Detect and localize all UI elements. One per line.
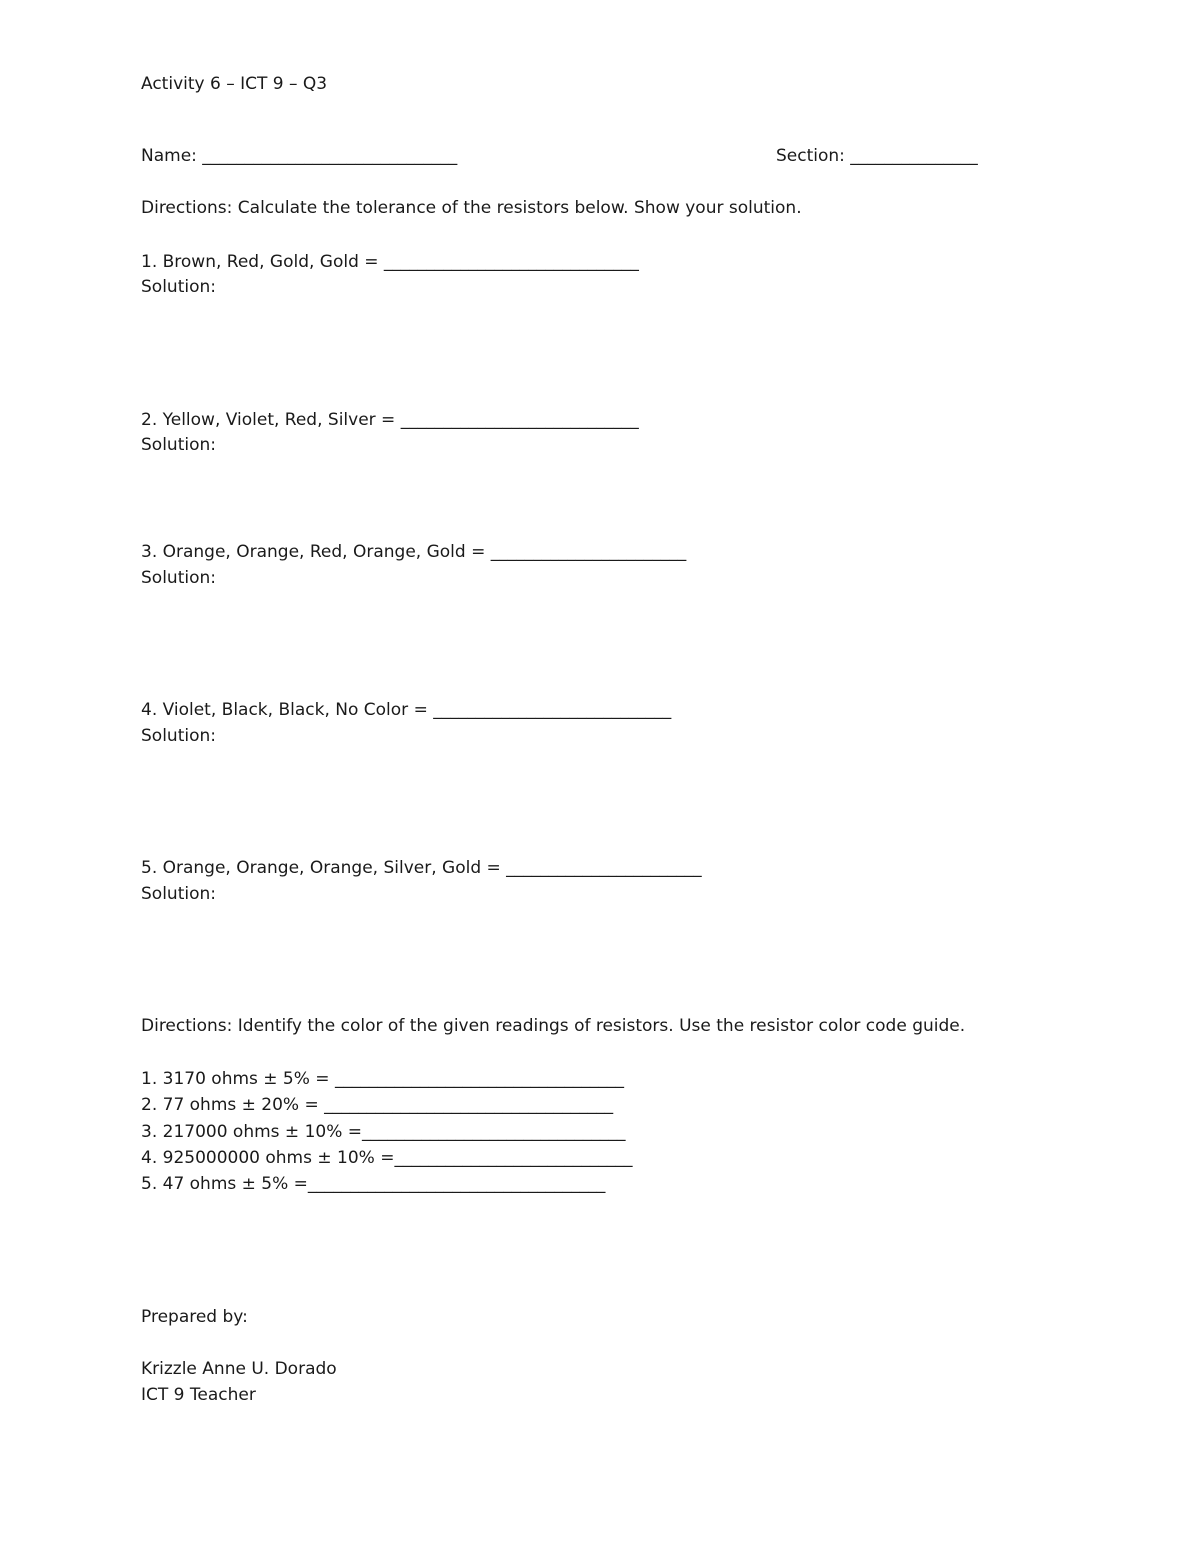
part1-solution-label-2: Solution:	[141, 435, 216, 455]
part2-directions: Directions: Identify the color of the given readings of resistors. Use the resistor color code guide.	[141, 1016, 966, 1036]
name-field: Name: ______________________________	[141, 146, 458, 166]
section-field: Section: _______________	[776, 146, 978, 166]
part2-item-4: 4. 925000000 ohms ± 10% =____________________________	[141, 1148, 633, 1168]
part2-item-2: 2. 77 ohms ± 20% = __________________________________	[141, 1095, 614, 1115]
part1-question-5: 5. Orange, Orange, Orange, Silver, Gold = _______________________	[141, 858, 702, 878]
teacher-role: ICT 9 Teacher	[141, 1385, 256, 1405]
part1-solution-label-1: Solution:	[141, 277, 216, 297]
part1-directions: Directions: Calculate the tolerance of the resistors below. Show your solution.	[141, 198, 802, 218]
part1-solution-label-3: Solution:	[141, 568, 216, 588]
part1-question-3: 3. Orange, Orange, Red, Orange, Gold = _______________________	[141, 542, 687, 562]
part1-question-1: 1. Brown, Red, Gold, Gold = ______________________________	[141, 252, 639, 272]
part1-question-4: 4. Violet, Black, Black, No Color = ____________________________	[141, 700, 672, 720]
teacher-name: Krizzle Anne U. Dorado	[141, 1359, 337, 1379]
part1-question-2: 2. Yellow, Violet, Red, Silver = ____________________________	[141, 410, 639, 430]
part2-item-5: 5. 47 ohms ± 5% =___________________________________	[141, 1174, 606, 1194]
document-title: Activity 6 – ICT 9 – Q3	[141, 74, 328, 94]
part2-item-3: 3. 217000 ohms ± 10% =_______________________________	[141, 1122, 626, 1142]
part1-solution-label-4: Solution:	[141, 726, 216, 746]
part2-item-1: 1. 3170 ohms ± 5% = __________________________________	[141, 1069, 624, 1089]
prepared-by-label: Prepared by:	[141, 1307, 248, 1327]
part1-solution-label-5: Solution:	[141, 884, 216, 904]
